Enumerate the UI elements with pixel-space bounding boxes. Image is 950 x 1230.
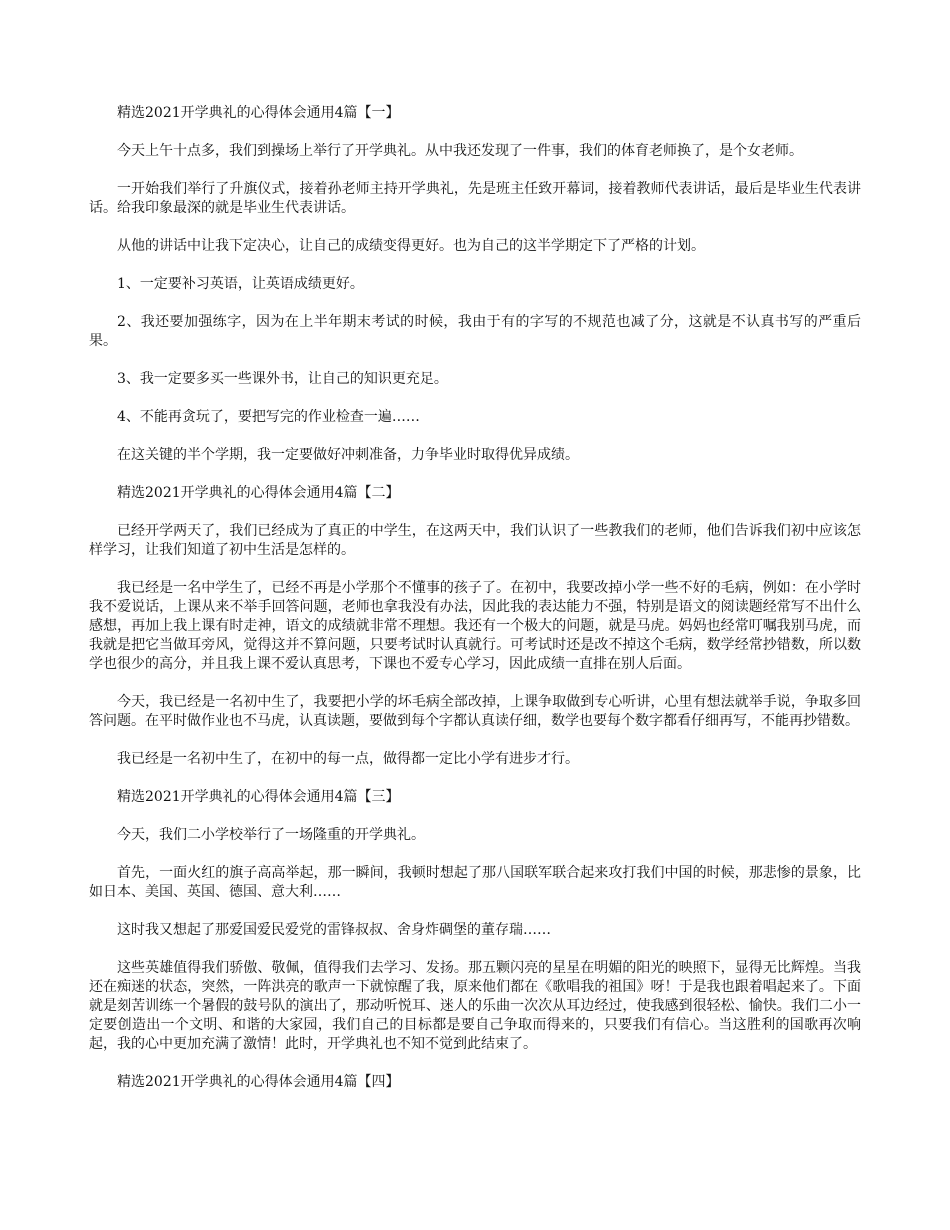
list-item: 4、不能再贪玩了，要把写完的作业检查一遍…… [117,409,420,425]
paragraph: 已经开学两天了，我们已经成为了真正的中学生，在这两天中，我们认识了一些教我们的老师，他们告诉我们初中应该怎样学习，让我们知道了初中生活是怎样的。 [89,523,861,558]
section-4 [89,1073,861,1092]
document-page [89,104,861,1111]
paragraph: 这时我又想起了那爱国爱民爱党的雷锋叔叔、舍身炸碉堡的董存瑞…… [117,922,551,938]
section-3 [89,788,861,1054]
section-1 [89,104,861,465]
paragraph: 一开始我们举行了升旗仪式，接着孙老师主持开学典礼，先是班主任致开幕词，接着教师代表讲话，最后是毕业生代表讲话。给我印象最深的就是毕业生代表讲话。 [89,181,861,216]
paragraph: 这些英雄值得我们骄傲、敬佩，值得我们去学习、发扬。那五颗闪亮的星星在明媚的阳光的映照下，显得无比辉煌。当我还在痴迷的状态，突然，一阵洪亮的歌声一下就惊醒了我，原来他们都在《歌唱我的祖国》呀！于是我也跟着唱起来了。下面就是刻苦训练一个暑假的鼓号队的演出了，那动听悦耳、迷人的乐曲一次次从耳边经过，使我感到很轻松、愉快。我们二小一定要创造出一个文明、和谐的大家园，我们自己的目标都是要自己争取而得来的，只要我们有信心。当这胜利的国歌再次响起，我的心中更加充满了激情！此时，开学典礼也不知不觉到此结束了。 [89,960,861,1052]
paragraph: 今天，我已经是一名初中生了，我要把小学的坏毛病全部改掉，上课争取做到专心听讲，心里有想法就举手说，争取多回答问题。在平时做作业也不马虎，认真读题，要做到每个字都认真读仔细，数学也要每个数字都看仔细再写，不能再抄错数。 [89,694,861,729]
paragraph: 从他的讲话中让我下定决心，让自己的成绩变得更好。也为自己的这半学期定下了严格的计划。 [117,238,705,254]
section-heading: 精选2021开学典礼的心得体会通用4篇【四】 [117,1074,400,1090]
section-heading: 精选2021开学典礼的心得体会通用4篇【三】 [117,789,400,805]
paragraph: 今天，我们二小学校举行了一场隆重的开学典礼。 [117,827,425,843]
paragraph: 首先，一面火红的旗子高高举起，那一瞬间，我顿时想起了那八国联军联合起来攻打我们中国的时候，那悲惨的景象，比如日本、美国、英国、德国、意大利…… [89,865,861,900]
section-heading: 精选2021开学典礼的心得体会通用4篇【二】 [117,485,400,501]
list-item: 2、我还要加强练字，因为在上半年期末考试的时候，我由于有的字写的不规范也减了分，这就是不认真书写的严重后果。 [89,314,861,349]
paragraph: 我已经是一名初中生了，在初中的每一点，做得都一定比小学有进步才行。 [117,751,579,767]
section-2 [89,484,861,769]
list-item: 1、一定要补习英语，让英语成绩更好。 [117,276,364,292]
list-item: 3、我一定要多买一些课外书，让自己的知识更充足。 [117,371,448,387]
paragraph: 今天上午十点多，我们到操场上举行了开学典礼。从中我还发现了一件事，我们的体育老师换了，是个女老师。 [117,143,803,159]
paragraph: 在这关键的半个学期，我一定要做好冲刺准备，力争毕业时取得优异成绩。 [117,447,579,463]
paragraph: 我已经是一名中学生了，已经不再是小学那个不懂事的孩子了。在初中，我要改掉小学一些不好的毛病，例如：在小学时我不爱说话，上课从来不举手回答问题，老师也拿我没有办法，因此我的表达能力不强，特别是语文的阅读题经常写不出什么感想，再加上我上课有时走神，语文的成绩就非常不理想。我还有一个极大的问题，就是马虎。妈妈也经常叮嘱我别马虎，而我就是把它当做耳旁风，觉得这并不算问题，只要考试时认真就行。可考试时还是改不掉这个毛病，数学经常抄错数，所以数学也很少的高分，并且我上课不爱认真思考，下课也不爱专心学习，因此成绩一直排在别人后面。 [89,580,861,672]
section-heading: 精选2021开学典礼的心得体会通用4篇【一】 [117,105,400,121]
